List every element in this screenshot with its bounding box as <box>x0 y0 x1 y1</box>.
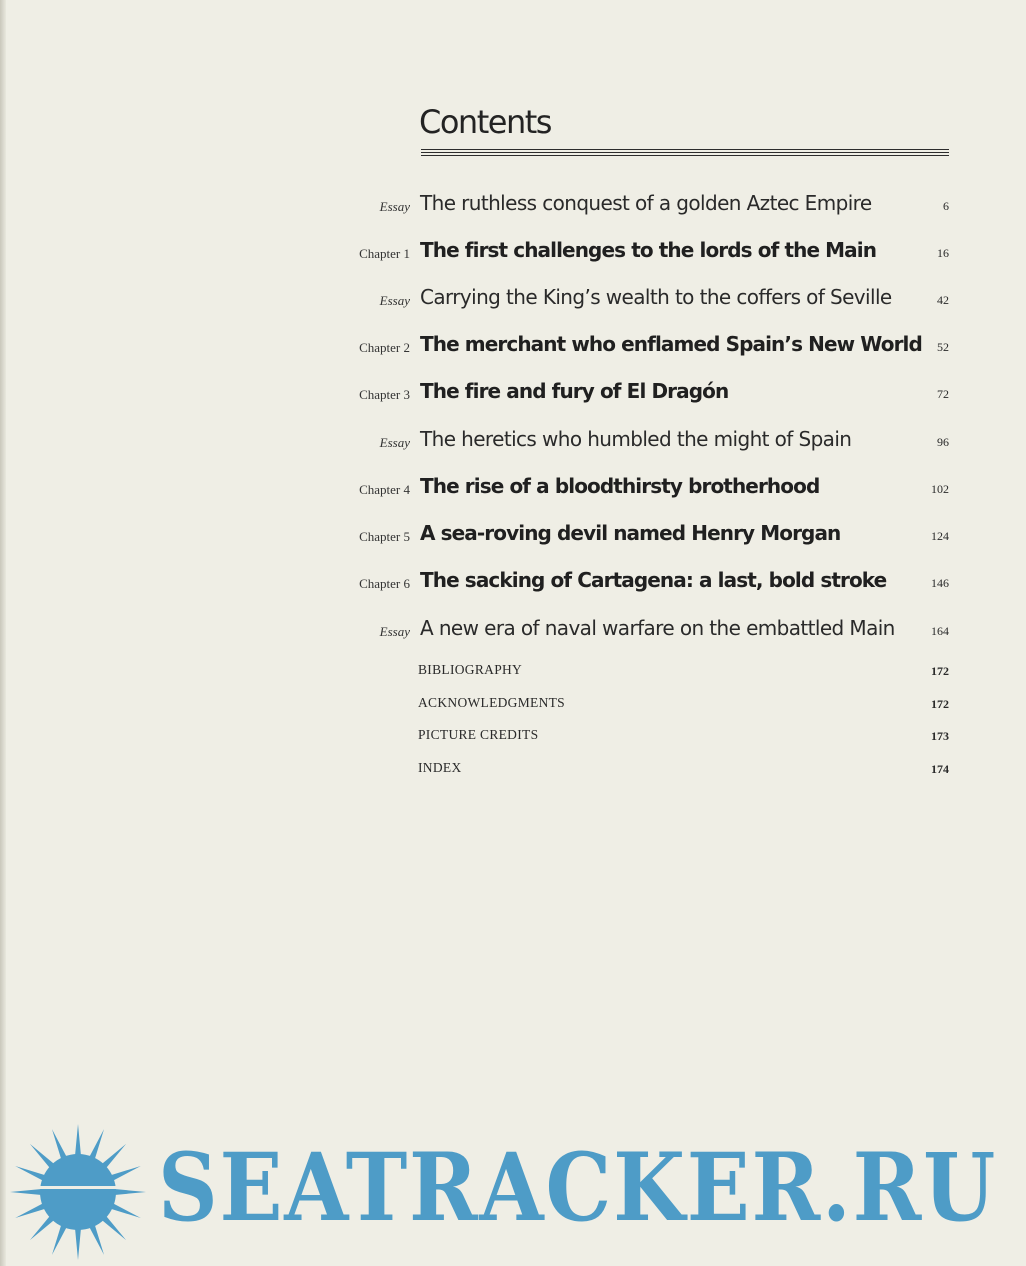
entry-title: The merchant who enflamed Spain’s New World <box>420 332 922 356</box>
back-matter-label: PICTURE CREDITS <box>418 727 539 742</box>
entry-page-number: 42 <box>937 293 949 307</box>
toc-entry[interactable] <box>0 237 1026 267</box>
back-matter-label: ACKNOWLEDGMENTS <box>418 695 565 710</box>
entry-kind-label: Chapter 3 <box>359 387 410 402</box>
back-matter-page-number: 172 <box>931 697 949 711</box>
toc-entry[interactable] <box>0 473 1026 503</box>
toc-entry[interactable] <box>0 426 1026 456</box>
entry-page-number: 72 <box>937 387 949 401</box>
title-rule-2 <box>421 152 949 153</box>
entry-kind-label: Essay <box>379 199 410 214</box>
entry-title: The heretics who humbled the might of Spain <box>420 427 852 451</box>
back-matter-page-number: 173 <box>931 729 949 743</box>
title-rule-1 <box>421 149 949 150</box>
entry-page-number: 16 <box>937 246 949 260</box>
back-matter-entry[interactable] <box>0 662 1026 682</box>
back-matter-label: INDEX <box>418 760 462 775</box>
entry-title: The rise of a bloodthirsty brotherhood <box>420 474 820 498</box>
title-rule-3 <box>421 155 949 156</box>
toc-entry[interactable] <box>0 520 1026 550</box>
toc-entry[interactable] <box>0 378 1026 408</box>
entry-kind-label: Chapter 2 <box>359 340 410 355</box>
entry-title: Carrying the King’s wealth to the coffers of Seville <box>420 285 892 309</box>
entry-page-number: 96 <box>937 435 949 449</box>
entry-title: The sacking of Cartagena: a last, bold stroke <box>420 568 887 592</box>
entry-kind-label: Chapter 5 <box>359 529 410 544</box>
back-matter-page-number: 172 <box>931 664 949 678</box>
sun-icon <box>4 1122 152 1262</box>
entry-title: The ruthless conquest of a golden Aztec Empire <box>420 191 872 215</box>
entry-page-number: 6 <box>943 199 949 213</box>
entry-kind-label: Essay <box>379 624 410 639</box>
entry-title: The fire and fury of El Dragón <box>420 379 729 403</box>
entry-kind-label: Essay <box>379 293 410 308</box>
back-matter-entry[interactable] <box>0 760 1026 780</box>
entry-page-number: 52 <box>937 340 949 354</box>
entry-title: A new era of naval warfare on the embattled Main <box>420 616 895 640</box>
watermark <box>0 1120 1026 1266</box>
toc-entry[interactable] <box>0 190 1026 220</box>
entry-title: The first challenges to the lords of the Main <box>420 238 877 262</box>
watermark-text: SEATRACKER.RU <box>158 1133 998 1243</box>
entry-kind-label: Essay <box>379 435 410 450</box>
back-matter-entry[interactable] <box>0 727 1026 747</box>
back-matter-label: BIBLIOGRAPHY <box>418 662 523 677</box>
entry-kind-label: Chapter 1 <box>359 246 410 261</box>
toc-entry[interactable] <box>0 615 1026 645</box>
toc-entry[interactable] <box>0 284 1026 314</box>
entry-page-number: 146 <box>931 576 949 590</box>
entry-kind-label: Chapter 6 <box>359 576 410 591</box>
entry-page-number: 102 <box>931 482 949 496</box>
toc-entry[interactable] <box>0 331 1026 361</box>
entry-page-number: 124 <box>931 529 949 543</box>
entry-title: A sea-roving devil named Henry Morgan <box>420 521 841 545</box>
back-matter-page-number: 174 <box>931 762 949 776</box>
page-title: Contents <box>419 103 551 141</box>
toc-entry[interactable] <box>0 567 1026 597</box>
back-matter-entry[interactable] <box>0 695 1026 715</box>
entry-kind-label: Chapter 4 <box>359 482 410 497</box>
entry-page-number: 164 <box>931 624 949 638</box>
